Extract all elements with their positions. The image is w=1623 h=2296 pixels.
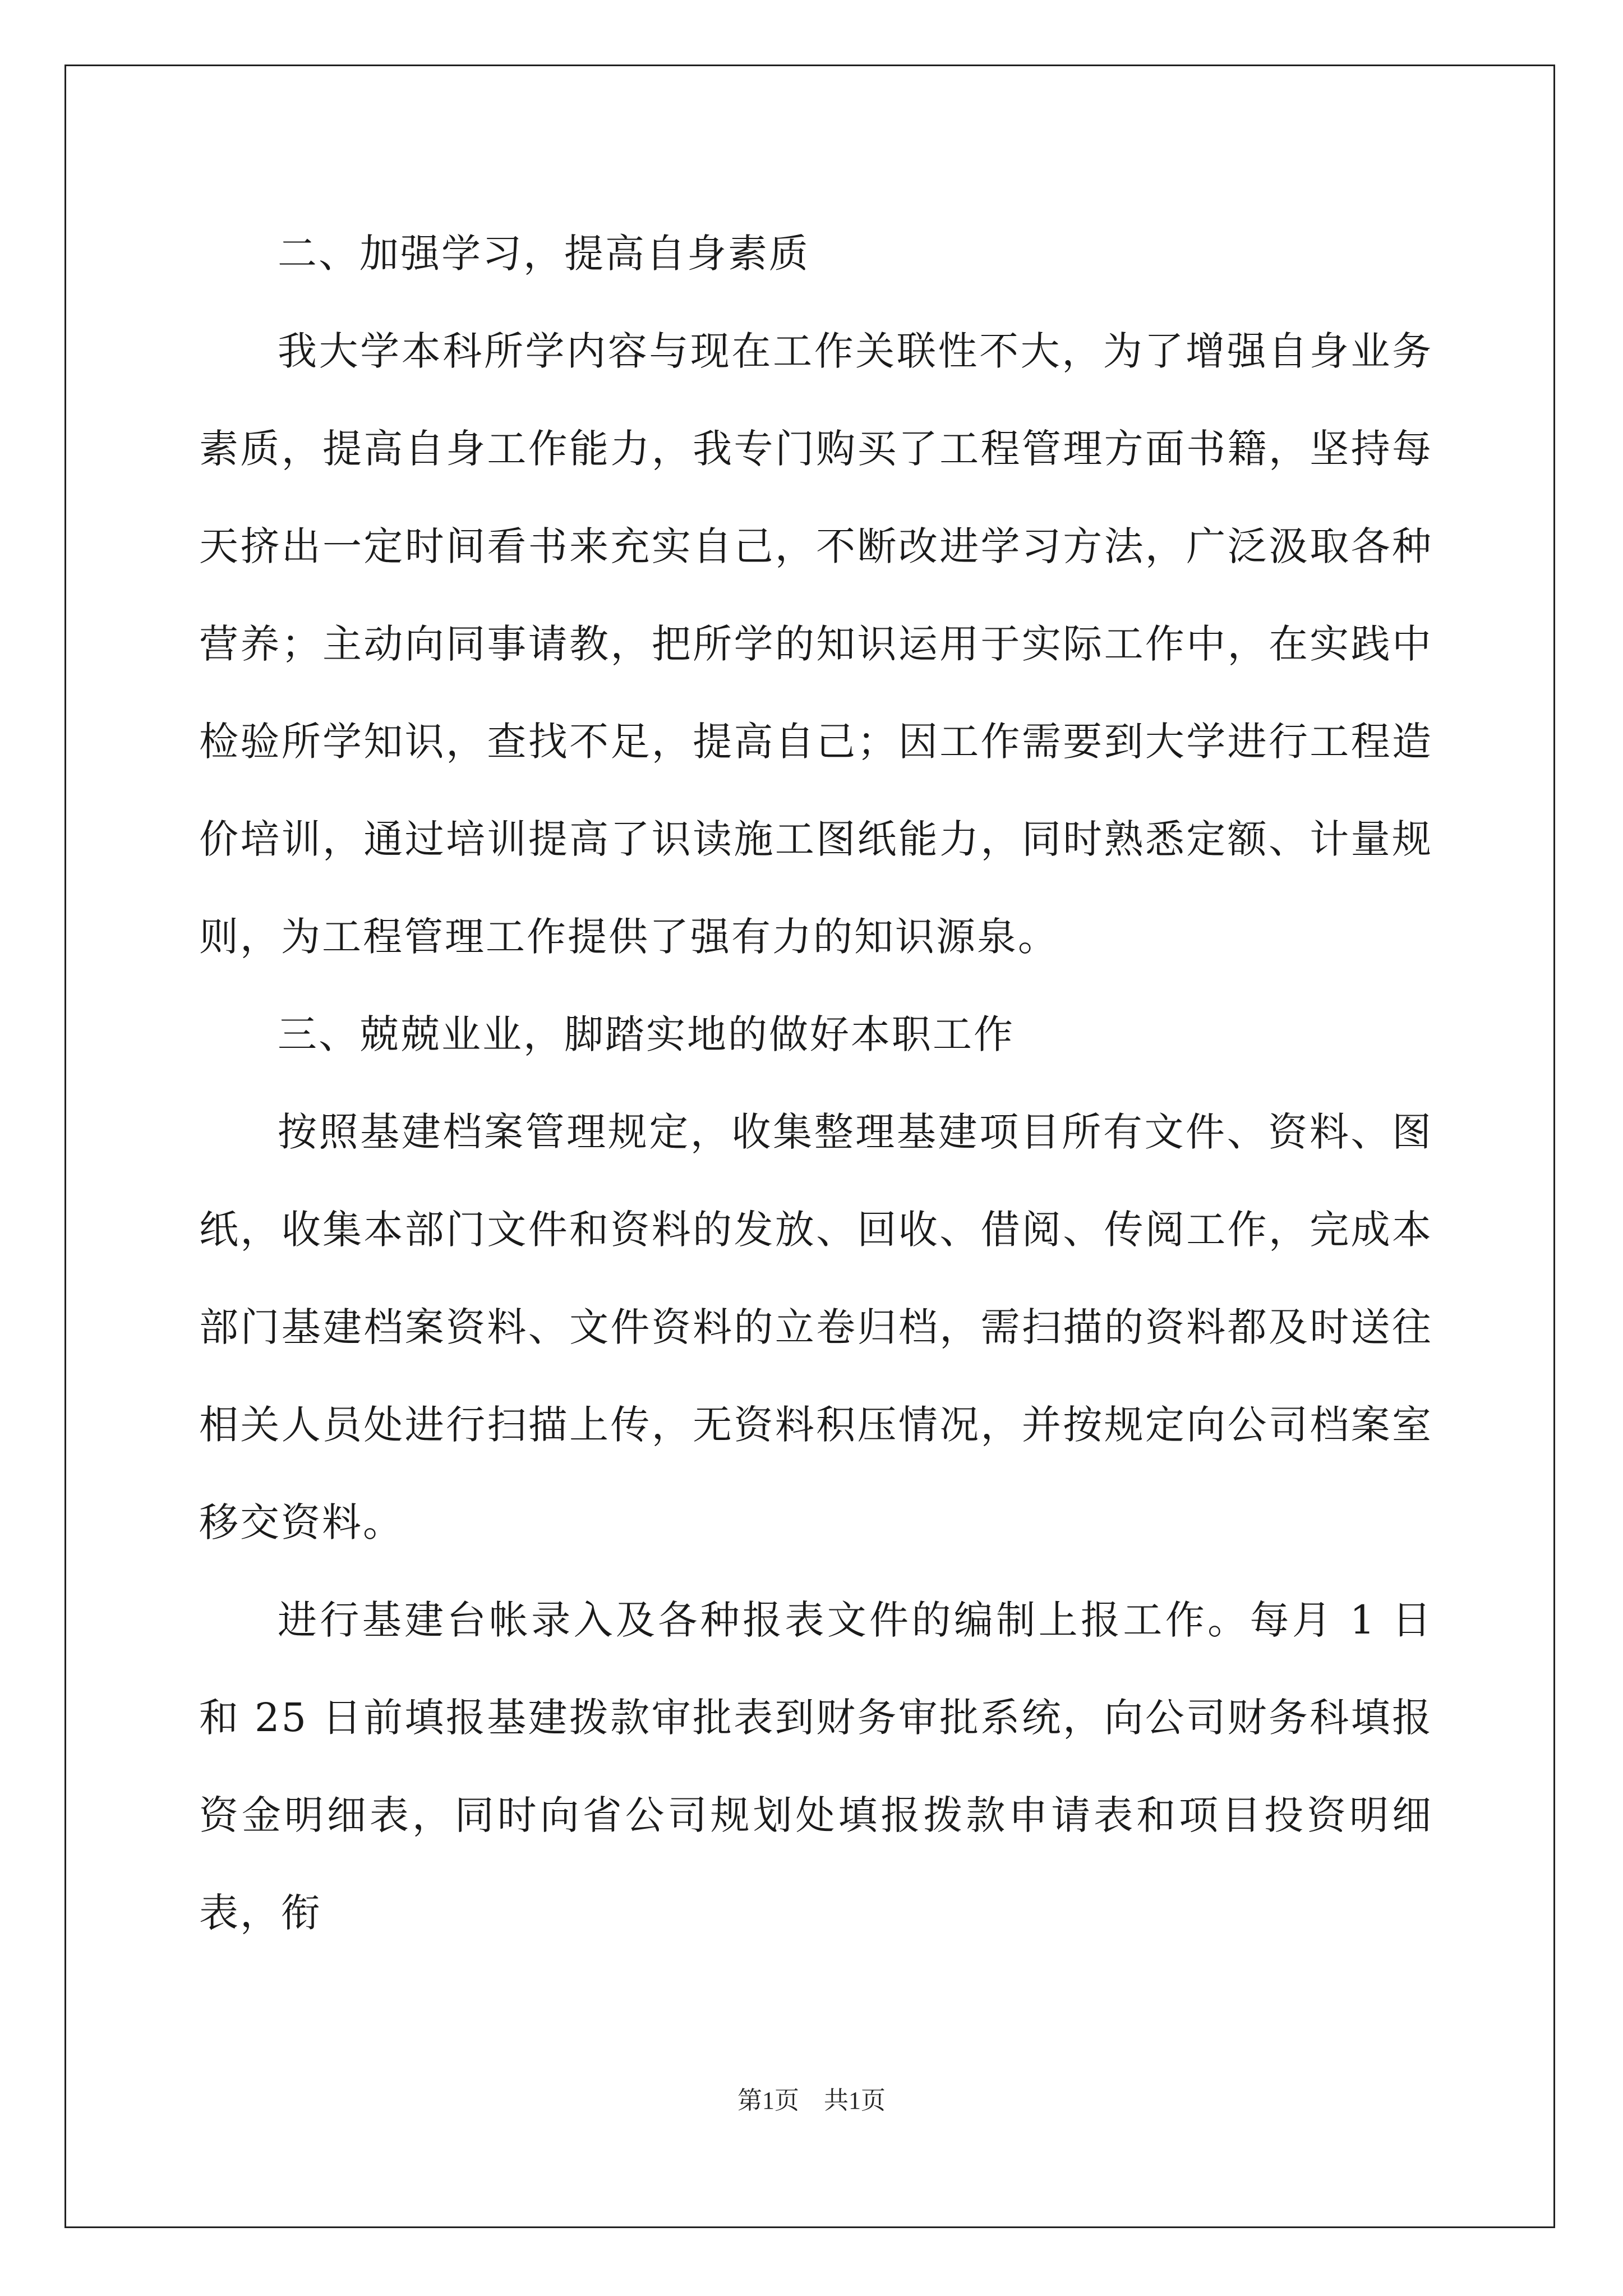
section-heading-3: 三、兢兢业业，脚踏实地的做好本职工作 <box>278 1011 1015 1057</box>
paragraph-archives: 按照基建档案管理规定，收集整理基建项目所有文件、资料、图纸，收集本部门文件和资料的发放、回收、借阅、传阅工作，完成本部门基建档案资料、文件资料的立卷归档，需扫描的资料都及时送往相关人员处进行扫描上传，无资料积压情况，并按规定向公司档案室移交资料。 <box>199 1109 1433 1545</box>
section-heading-2: 二、加强学习，提高自身素质 <box>278 231 810 277</box>
document-body <box>199 205 1433 1962</box>
page-number-footer: 第1页 共1页 <box>737 2087 886 2114</box>
paragraph-study: 我大学本科所学内容与现在工作关联性不大，为了增强自身业务素质，提高自身工作能力，我专门购买了工程管理方面书籍，坚持每天挤出一定时间看书来充实自己，不断改进学习方法，广泛汲取各种营养；主动向同事请教，把所学的知识运用于实际工作中，在实践中检验所学知识，查找不足，提高自己；因工作需要到大学进行工程造价培训，通过培训提高了识读施工图纸能力，同时熟悉定额、计量规则，为工程管理工作提供了强有力的知识源泉。 <box>199 328 1433 960</box>
paragraph-ledger: 进行基建台帐录入及各种报表文件的编制上报工作。每月 1 日和 25 日前填报基建拨款审批表到财务审批系统，向公司财务科填报资金明细表，同时向省公司规划处填报拨款申请表和项目投资明细表，衔 <box>199 1597 1433 1936</box>
